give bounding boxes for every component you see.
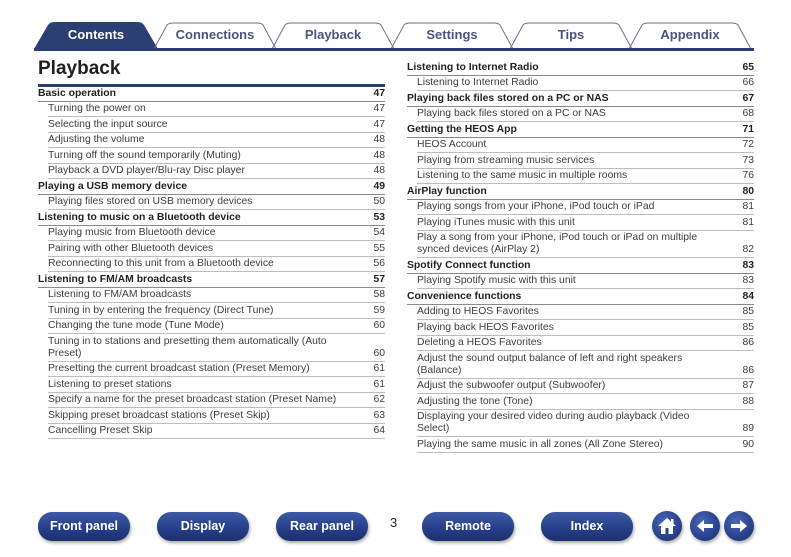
toc-page-number: 66: [742, 77, 754, 88]
toc-page-number: 63: [373, 409, 385, 421]
front-panel-button[interactable]: Front panel: [38, 512, 130, 541]
toc-page-number: 71: [742, 123, 754, 135]
tab-label: Settings: [426, 27, 478, 42]
toc-page-number: 84: [742, 290, 754, 302]
forward-arrow-icon: [724, 511, 754, 541]
toc-entry-title: Adjusting the tone (Tone): [417, 395, 533, 407]
toc-section-row[interactable]: [38, 210, 385, 226]
tab-label: Playback: [304, 27, 362, 42]
toc-entry-title: Cancelling Preset Skip: [48, 425, 153, 436]
toc-entry-title: Changing the tune mode (Tune Mode): [48, 320, 224, 331]
toc-entry-title: Adjust the sound output balance of left and right speakers (Balance): [417, 352, 683, 376]
toc-page-number: 47: [373, 118, 385, 130]
toc-page-number: 68: [742, 108, 754, 119]
toc-section-row[interactable]: [38, 272, 385, 288]
toc-entry-title: Playing songs from your iPhone, iPod touch or iPad: [417, 201, 655, 212]
toc-page-number: 47: [373, 87, 385, 99]
toc-page-number: 87: [742, 380, 754, 391]
toc-entry-row[interactable]: [48, 133, 385, 149]
toc-entry-title: Playing back files stored on a PC or NAS: [407, 92, 609, 104]
toc-entry-title: Turning the power on: [48, 103, 146, 114]
toc-page-number: 82: [742, 244, 754, 255]
toc-entry-row[interactable]: [417, 215, 754, 231]
forward-button[interactable]: [724, 511, 754, 541]
tab-label: Connections: [175, 27, 255, 42]
toc-entry-row[interactable]: [48, 241, 385, 257]
rear-panel-button[interactable]: Rear panel: [276, 512, 368, 541]
toc-page-number: 49: [373, 180, 385, 192]
toc-entry-title: Listening to FM/AM broadcasts: [48, 289, 192, 300]
toc-entry-row[interactable]: [417, 200, 754, 216]
toc-entry-title: Listening to Internet Radio: [417, 77, 539, 88]
tab-tips[interactable]: [509, 22, 633, 49]
toc-section-row[interactable]: [407, 91, 754, 107]
toc-entry-row[interactable]: [417, 410, 754, 438]
toc-page-number: 60: [373, 347, 385, 359]
toc-entry-title: Convenience functions: [407, 290, 522, 302]
toc-page-number: 81: [742, 201, 754, 212]
toc-page-number: 58: [373, 289, 385, 300]
toc-page-number: 85: [742, 321, 754, 333]
display-button[interactable]: Display: [157, 512, 249, 541]
toc-page-number: 64: [373, 425, 385, 436]
toc-page-number: 85: [742, 306, 754, 317]
toc-entry-row[interactable]: [417, 437, 754, 453]
toc-entry-title: Playing a USB memory device: [38, 180, 187, 192]
toc-entry-row[interactable]: [417, 138, 754, 154]
toc-entry-row[interactable]: [417, 336, 754, 352]
toc-page-number: 55: [373, 242, 385, 254]
toc-entry-title: Playing music from Bluetooth device: [48, 227, 216, 238]
toc-entry-row[interactable]: [417, 394, 754, 410]
toc-entry-row[interactable]: [48, 148, 385, 164]
toc-page-number: 56: [373, 258, 385, 269]
tab-label: Tips: [557, 27, 585, 42]
toc-entry-title: Playing files stored on USB memory devices: [48, 196, 253, 207]
toc-entry-title: Adjust the subwoofer output (Subwoofer): [417, 380, 606, 391]
toc-section-row[interactable]: [38, 86, 385, 102]
toc-entry-title: Play a song from your iPhone, iPod touch or iPad on multiple synced devices (AirPlay 2): [417, 232, 698, 255]
toc-entry-title: Displaying your desired video during audio playback (Video Select): [417, 411, 690, 434]
toc-entry-title: Turning off the sound temporarily (Muting): [48, 149, 241, 161]
toc-entry-title: Listening to Internet Radio: [407, 61, 539, 73]
toc-entry-row[interactable]: [48, 303, 385, 319]
toc-entry-row[interactable]: [48, 226, 385, 242]
page-number: 3: [390, 515, 398, 530]
toc-entry-row[interactable]: [417, 274, 754, 290]
remote-button[interactable]: Remote: [422, 512, 514, 541]
toc-entry-row[interactable]: [417, 320, 754, 336]
tab-underline: [34, 48, 754, 51]
toc-entry-title: Listening to FM/AM broadcasts: [38, 273, 193, 285]
toc-entry-row[interactable]: [48, 288, 385, 304]
toc-entry-title: Playback a DVD player/Blu-ray Disc player: [48, 165, 245, 176]
tab-connections[interactable]: [153, 22, 277, 49]
toc-entry-row[interactable]: [417, 305, 754, 321]
toc-entry-title: Adjusting the volume: [48, 134, 145, 145]
toc-page-number: 86: [742, 364, 754, 376]
toc-page-number: 59: [373, 304, 385, 316]
toc-section-row[interactable]: [407, 258, 754, 274]
toc-entry-title: Adding to HEOS Favorites: [417, 306, 539, 317]
toc-entry-row[interactable]: [417, 231, 754, 259]
tab-playback[interactable]: [271, 22, 395, 49]
toc-page-number: 83: [742, 259, 754, 271]
toc-entry-title: Listening to the same music in multiple rooms: [417, 170, 628, 181]
toc-entry-title: Skipping preset broadcast stations (Preset Skip): [48, 409, 270, 421]
back-arrow-icon: [690, 511, 720, 541]
toc-entry-row[interactable]: [417, 351, 754, 379]
toc-entry-row[interactable]: [48, 102, 385, 118]
toc-entry-row[interactable]: [48, 408, 385, 424]
toc-entry-title: Spotify Connect function: [407, 259, 531, 271]
toc-page-number: 61: [373, 363, 385, 374]
toc-entry-title: HEOS Account: [417, 139, 487, 150]
toc-entry-title: Reconnecting to this unit from a Bluetooth device: [48, 258, 274, 269]
toc-entry-row[interactable]: [417, 153, 754, 169]
toc-entry-title: Listening to preset stations: [48, 378, 172, 390]
toc-left-column: [38, 86, 385, 439]
toc-entry-title: Playing iTunes music with this unit: [417, 216, 575, 228]
page-title: Playback: [38, 58, 121, 79]
tab-appendix[interactable]: [628, 22, 752, 49]
toc-entry-title: Playing Spotify music with this unit: [417, 275, 576, 286]
tab-settings[interactable]: [390, 22, 514, 49]
home-button[interactable]: [652, 511, 682, 541]
toc-entry-title: Pairing with other Bluetooth devices: [48, 242, 214, 254]
toc-entry-row[interactable]: [48, 319, 385, 335]
toc-page-number: 53: [373, 211, 385, 223]
toc-page-number: 65: [742, 61, 754, 73]
back-button[interactable]: [690, 511, 720, 541]
toc-section-row[interactable]: [407, 60, 754, 76]
toc-entry-title: Playing back HEOS Favorites: [417, 321, 554, 333]
toc-page-number: 48: [373, 165, 385, 176]
toc-page-number: 54: [373, 227, 385, 238]
tab-contents[interactable]: [34, 22, 158, 49]
toc-right-column: [407, 60, 754, 453]
toc-page-number: 48: [373, 134, 385, 145]
toc-entry-title: Deleting a HEOS Favorites: [417, 337, 542, 348]
toc-entry-row[interactable]: [48, 257, 385, 273]
toc-entry-title: Selecting the input source: [48, 118, 168, 130]
toc-entry-row[interactable]: [48, 424, 385, 440]
toc-entry-row[interactable]: [417, 379, 754, 395]
toc-entry-row[interactable]: [417, 107, 754, 123]
toc-entry-title: Playing back files stored on a PC or NAS: [417, 108, 606, 119]
toc-page-number: 88: [742, 395, 754, 407]
toc-entry-row[interactable]: [48, 117, 385, 133]
toc-entry-title: Tuning in by entering the frequency (Direct Tune): [48, 304, 274, 316]
toc-entry-title: Presetting the current broadcast station (Preset Memory): [48, 363, 310, 374]
toc-page-number: 83: [742, 275, 754, 286]
toc-entry-title: Basic operation: [38, 87, 116, 99]
toc-page-number: 73: [742, 154, 754, 166]
toc-page-number: 67: [742, 92, 754, 104]
toc-page-number: 50: [373, 196, 385, 207]
toc-page-number: 90: [742, 438, 754, 450]
toc-page-number: 48: [373, 149, 385, 161]
toc-page-number: 89: [742, 423, 754, 434]
toc-page-number: 80: [742, 185, 754, 197]
toc-page-number: 62: [373, 394, 385, 405]
toc-section-row[interactable]: [407, 122, 754, 138]
toc-page-number: 60: [373, 320, 385, 331]
toc-section-row[interactable]: [407, 289, 754, 305]
toc-page-number: 72: [742, 139, 754, 150]
toc-entry-title: Getting the HEOS App: [407, 123, 517, 135]
toc-entry-title: AirPlay function: [407, 185, 487, 197]
toc-entry-title: Playing from streaming music services: [417, 154, 595, 166]
home-icon: [652, 511, 682, 541]
toc-entry-row[interactable]: [417, 169, 754, 185]
toc-page-number: 86: [742, 337, 754, 348]
toc-entry-row[interactable]: [48, 164, 385, 180]
tab-label: Appendix: [660, 27, 720, 42]
toc-entry-row[interactable]: [48, 393, 385, 409]
toc-entry-row[interactable]: [48, 377, 385, 393]
toc-page-number: 81: [742, 216, 754, 228]
toc-entry-title: Playing the same music in all zones (All Zone Stereo): [417, 438, 664, 450]
toc-entry-row[interactable]: [48, 195, 385, 211]
toc-page-number: 76: [742, 170, 754, 181]
tab-label: Contents: [67, 27, 125, 42]
toc-page-number: 61: [373, 378, 385, 390]
index-button[interactable]: Index: [541, 512, 633, 541]
toc-entry-title: Listening to music on a Bluetooth device: [38, 211, 241, 223]
toc-entry-row[interactable]: [417, 76, 754, 92]
toc-section-row[interactable]: [38, 179, 385, 195]
toc-entry-row[interactable]: [48, 362, 385, 378]
toc-page-number: 47: [373, 103, 385, 114]
toc-entry-title: Specify a name for the preset broadcast station (Preset Name): [48, 394, 337, 405]
toc-section-row[interactable]: [407, 184, 754, 200]
toc-page-number: 57: [373, 273, 385, 285]
toc-entry-row[interactable]: [48, 334, 385, 362]
toc-entry-title: Tuning in to stations and presetting them automatically (Auto Preset): [48, 335, 327, 359]
